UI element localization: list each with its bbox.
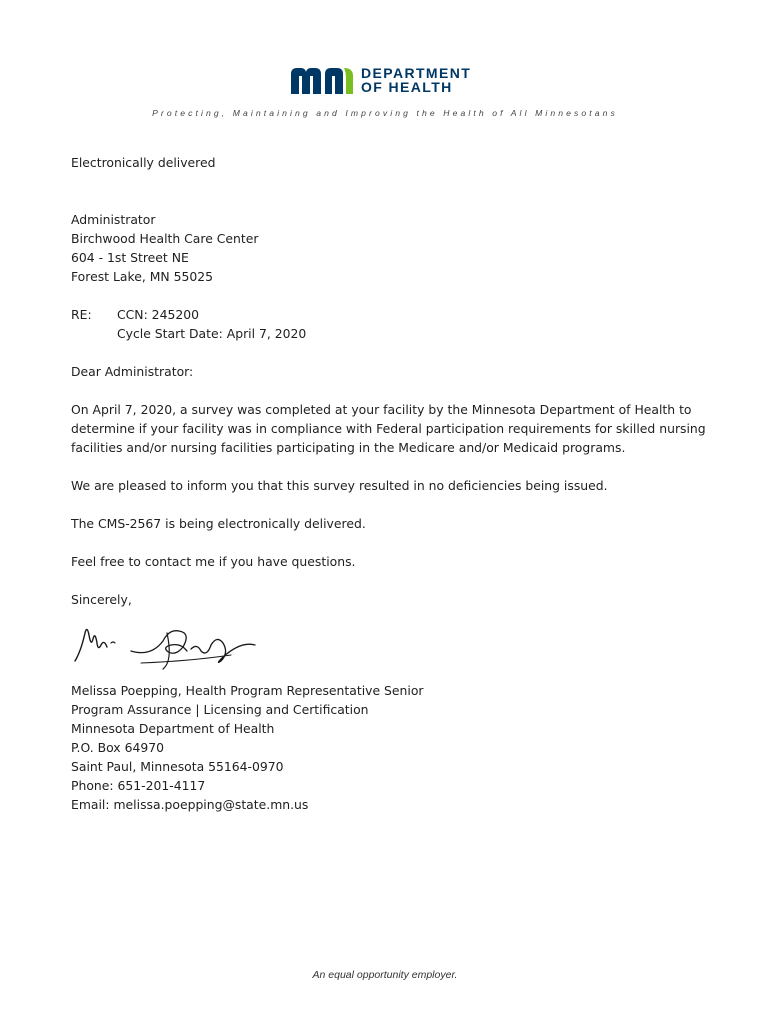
paragraph-survey xyxy=(71,400,711,457)
letterhead xyxy=(0,60,770,130)
closing: Sincerely, xyxy=(71,592,132,607)
signer-unit: Program Assurance | Licensing and Certification xyxy=(71,702,369,717)
signer-email: Email: melissa.poepping@state.mn.us xyxy=(71,797,309,812)
mn-logo-icon xyxy=(289,64,355,96)
tagline: Protecting, Maintaining and Improving the Health of All Minnesotans xyxy=(152,108,618,118)
paragraph-result: We are pleased to inform you that this survey resulted in no deficiencies being issued. xyxy=(71,478,608,493)
re-block xyxy=(71,305,711,343)
footer-eoe: An equal opportunity employer. xyxy=(312,969,458,981)
signer-phone: Phone: 651-201-4117 xyxy=(71,778,206,793)
letter-body xyxy=(71,153,711,814)
address-recipient: Administrator xyxy=(71,212,156,227)
recipient-address xyxy=(71,210,711,286)
paragraph-line: facilities and/or nursing facilities participating in the Medicare and/or Medicaid programs. xyxy=(71,440,626,455)
signature-image xyxy=(71,621,271,673)
logo-line-of-health: OF HEALTH xyxy=(361,79,453,95)
delivery-method: Electronically delivered xyxy=(71,155,216,170)
logo-wordmark xyxy=(361,66,471,94)
logo-line-department: DEPARTMENT xyxy=(361,65,472,81)
mdh-logo xyxy=(289,64,471,96)
address-street: 604 - 1st Street NE xyxy=(71,250,189,265)
salutation: Dear Administrator: xyxy=(71,364,194,379)
re-label: RE: xyxy=(71,307,92,322)
paragraph-line: determine if your facility was in compliance with Federal participation requirements for skilled nursing xyxy=(71,421,706,436)
paragraph-contact: Feel free to contact me if you have questions. xyxy=(71,554,356,569)
signer-department: Minnesota Department of Health xyxy=(71,721,275,736)
signer-po-box: P.O. Box 64970 xyxy=(71,740,164,755)
re-ccn: CCN: 245200 xyxy=(117,307,199,322)
paragraph-cms: The CMS-2567 is being electronically delivered. xyxy=(71,516,366,531)
signer-city: Saint Paul, Minnesota 55164-0970 xyxy=(71,759,284,774)
re-cycle-date: Cycle Start Date: April 7, 2020 xyxy=(117,326,307,341)
signer-name-title: Melissa Poepping, Health Program Representative Senior xyxy=(71,683,424,698)
address-facility: Birchwood Health Care Center xyxy=(71,231,259,246)
address-city: Forest Lake, MN 55025 xyxy=(71,269,214,284)
paragraph-line: On April 7, 2020, a survey was completed at your facility by the Minnesota Department of Health to xyxy=(71,402,692,417)
signature-block xyxy=(71,681,711,814)
